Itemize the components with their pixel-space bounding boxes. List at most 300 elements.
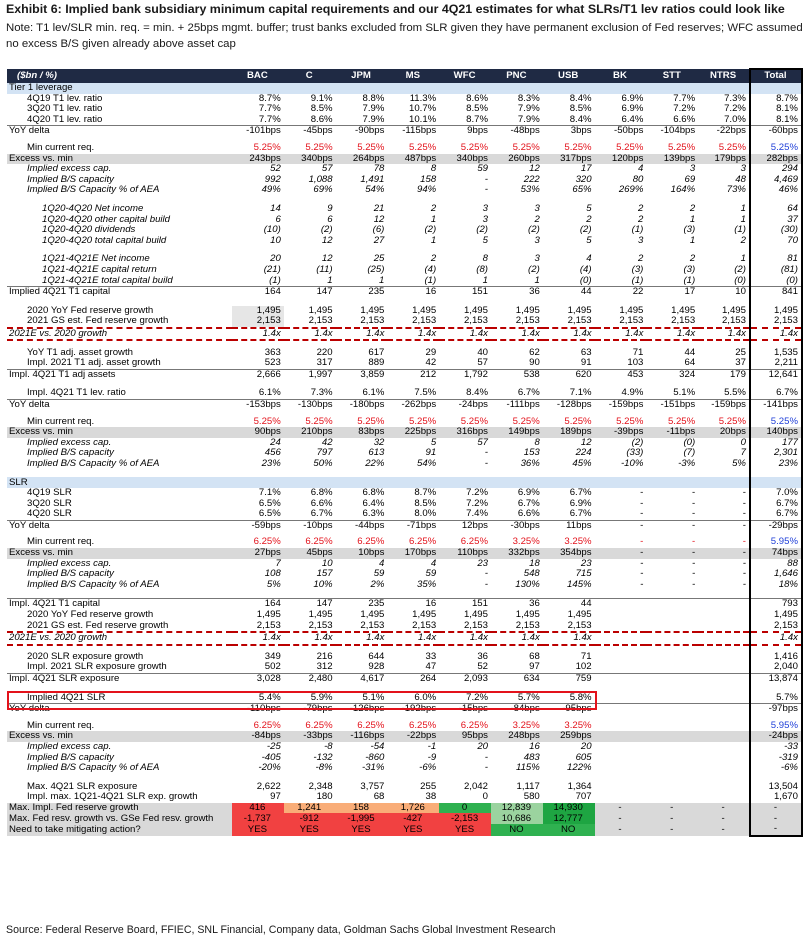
value-cell: -30bps xyxy=(491,520,543,531)
value-cell xyxy=(595,632,647,645)
table-row xyxy=(7,693,802,704)
value-cell: 6.7% xyxy=(569,488,592,499)
value-cell xyxy=(698,782,750,793)
table-row xyxy=(7,306,802,317)
value-cell: 6.25% xyxy=(357,537,385,548)
value-cell xyxy=(439,590,491,599)
table-row xyxy=(7,358,802,369)
value-cell: 12 xyxy=(580,437,592,448)
value-cell xyxy=(646,83,698,94)
row-label: Implied B/S Capacity % of AEA xyxy=(27,763,160,774)
value-cell xyxy=(284,685,336,693)
total-cell xyxy=(750,590,802,599)
table-row xyxy=(7,287,802,298)
value-cell xyxy=(698,380,750,388)
value-cell: 1,495 xyxy=(619,305,644,316)
value-cell: 12,777 xyxy=(543,813,595,824)
value-cell: (10) xyxy=(263,225,281,236)
total-cell xyxy=(750,774,802,782)
value-cell: 6.25% xyxy=(253,720,281,731)
value-cell: 1,495 xyxy=(463,609,488,621)
value-cell: 620 xyxy=(543,369,595,380)
value-cell: 2,153 xyxy=(671,316,696,327)
value-cell: 2 xyxy=(638,214,644,225)
value-cell: -8% xyxy=(315,763,333,774)
value-cell: 50% xyxy=(313,458,333,469)
value-cell xyxy=(698,610,750,621)
value-cell: 644 xyxy=(368,651,385,662)
total-cell: 8.7% xyxy=(750,94,802,105)
value-cell: 7.7% xyxy=(673,93,696,104)
value-cell xyxy=(646,477,698,488)
value-cell xyxy=(387,774,439,782)
value-cell: 797 xyxy=(316,448,333,459)
value-cell: 759 xyxy=(543,673,595,684)
value-cell: 3 xyxy=(689,164,696,175)
value-cell: 147 xyxy=(284,599,336,610)
value-cell: -11bps xyxy=(646,427,698,438)
value-cell xyxy=(284,340,336,347)
value-cell: 5.8% xyxy=(569,692,592,703)
value-cell xyxy=(232,380,284,388)
value-cell xyxy=(595,83,647,94)
value-cell: 6.9% xyxy=(517,488,540,499)
value-cell xyxy=(595,752,647,763)
value-cell: 29 xyxy=(425,347,437,358)
value-cell: 243bps xyxy=(232,154,284,165)
value-cell: - xyxy=(691,537,696,548)
value-cell: -427 xyxy=(387,813,439,824)
value-cell: 1.4x xyxy=(387,328,439,341)
value-cell: (1) xyxy=(631,275,644,286)
value-cell: 180 xyxy=(316,792,333,803)
row-label: Excess vs. min xyxy=(7,548,232,559)
total-cell: (30) xyxy=(750,225,802,236)
header-col-stt: STT xyxy=(646,69,698,83)
value-cell: 6.4% xyxy=(621,114,644,125)
value-cell: 1 xyxy=(379,275,385,286)
table-row xyxy=(7,803,802,814)
value-cell: - xyxy=(484,185,488,196)
value-cell: 14,930 xyxy=(543,803,595,814)
value-cell: 8.3% xyxy=(517,93,540,104)
value-cell xyxy=(646,782,698,793)
value-cell: 1 xyxy=(740,203,746,215)
value-cell: (6) xyxy=(372,225,385,236)
value-cell xyxy=(387,477,439,488)
value-cell: -104bps xyxy=(646,126,698,137)
value-cell: 7.0% xyxy=(724,114,746,125)
value-cell: - xyxy=(640,488,644,499)
value-cell xyxy=(646,380,698,388)
value-cell: - xyxy=(640,509,644,520)
value-cell xyxy=(646,652,698,663)
table-row xyxy=(7,652,802,663)
row-label: Excess vs. min xyxy=(7,427,232,438)
value-cell xyxy=(491,477,543,488)
value-cell: 2 xyxy=(638,203,644,215)
value-cell: 45% xyxy=(572,458,592,469)
value-cell xyxy=(595,590,647,599)
value-cell xyxy=(595,196,647,204)
value-cell xyxy=(698,196,750,204)
total-cell: 177 xyxy=(750,438,802,449)
value-cell: 456 xyxy=(264,448,281,459)
value-cell: YES xyxy=(336,824,388,836)
value-cell xyxy=(284,477,336,488)
value-cell: 1,495 xyxy=(567,609,592,621)
value-cell: 27bps xyxy=(232,548,284,559)
value-cell: 8.5% xyxy=(569,104,592,115)
value-cell: 502 xyxy=(264,662,281,673)
row-label xyxy=(7,380,232,388)
value-cell: 2,480 xyxy=(284,673,336,684)
total-cell: 6.7% xyxy=(750,388,802,399)
value-cell: 5.5% xyxy=(724,388,746,399)
table-row xyxy=(7,459,802,470)
value-cell xyxy=(646,704,698,715)
row-label: 1Q20-4Q20 Net income xyxy=(42,203,144,215)
value-cell: 5 xyxy=(586,235,592,246)
value-cell: -116bps xyxy=(336,731,388,742)
table-row xyxy=(7,645,802,652)
value-cell: 2,153 xyxy=(515,316,540,327)
value-cell: (3) xyxy=(683,264,696,275)
value-cell: -10bps xyxy=(284,520,336,531)
value-cell: 151 xyxy=(439,599,491,610)
value-cell: 1,495 xyxy=(515,609,540,621)
value-cell: - xyxy=(595,813,647,824)
value-cell: 11bps xyxy=(543,520,595,531)
value-cell: 8.7% xyxy=(466,114,488,125)
value-cell: 17 xyxy=(580,164,592,175)
row-label: Min current req. xyxy=(27,720,95,731)
value-cell: 5 xyxy=(430,437,437,448)
value-cell: - xyxy=(595,824,647,836)
row-label: 4Q19 T1 lev. ratio xyxy=(27,93,103,104)
table-row xyxy=(7,824,802,836)
row-label: Min current req. xyxy=(27,537,95,548)
total-cell: 5.95% xyxy=(750,721,802,732)
value-cell: 164 xyxy=(232,287,284,298)
row-label: Implied excess cap. xyxy=(27,558,112,569)
value-cell xyxy=(595,246,647,254)
value-cell: (4) xyxy=(424,264,437,275)
value-cell xyxy=(439,477,491,488)
table-row xyxy=(7,204,802,215)
value-cell: 189bps xyxy=(543,427,595,438)
value-cell: 1,495 xyxy=(256,609,281,621)
value-cell: 264 xyxy=(387,673,439,684)
header-col-total: Total xyxy=(750,69,802,83)
value-cell: 12 xyxy=(321,254,333,265)
value-cell: 122% xyxy=(567,763,592,774)
value-cell xyxy=(595,731,647,742)
value-cell: - xyxy=(742,498,746,509)
value-cell: - xyxy=(691,579,696,590)
value-cell: 7.2% xyxy=(673,104,696,115)
value-cell: (2) xyxy=(734,264,746,275)
value-cell: 62 xyxy=(529,347,540,358)
value-cell xyxy=(284,645,336,652)
value-cell xyxy=(387,380,439,388)
row-label: 2021E vs. 2020 growth xyxy=(7,632,232,645)
value-cell: 212 xyxy=(387,369,439,380)
value-cell: -101bps xyxy=(232,126,284,137)
total-cell: 37 xyxy=(750,215,802,226)
row-label: Impl. 2021 T1 adj. asset growth xyxy=(27,358,161,369)
total-cell: 1,535 xyxy=(750,347,802,358)
row-label: Implied B/S capacity xyxy=(27,174,114,185)
row-label xyxy=(7,469,232,477)
value-cell: 1,241 xyxy=(284,803,336,814)
value-cell: 235 xyxy=(336,599,388,610)
header-col-pnc: PNC xyxy=(491,69,543,83)
value-cell: 59 xyxy=(373,569,385,580)
value-cell: 580 xyxy=(523,792,540,803)
value-cell xyxy=(595,621,647,633)
value-cell: 1 xyxy=(534,275,540,286)
value-cell: 1.4x xyxy=(284,328,336,341)
value-cell xyxy=(646,645,698,652)
value-cell: -126bps xyxy=(336,704,388,715)
value-cell: (2) xyxy=(528,264,540,275)
value-cell: 6.7% xyxy=(517,498,540,509)
value-cell: -6% xyxy=(419,763,437,774)
value-cell: 2 xyxy=(430,254,437,265)
value-cell: -22bps xyxy=(387,731,439,742)
value-cell xyxy=(698,477,750,488)
total-cell: 793 xyxy=(750,599,802,610)
value-cell: 45bps xyxy=(284,548,336,559)
value-cell: 5% xyxy=(266,579,281,590)
value-cell xyxy=(646,246,698,254)
total-cell: 2,153 xyxy=(750,621,802,633)
value-cell: 320 xyxy=(575,174,592,185)
total-cell: 4,469 xyxy=(750,175,802,186)
total-cell xyxy=(750,340,802,347)
total-cell: 1.4x xyxy=(750,632,802,645)
value-cell: (3) xyxy=(683,225,696,236)
row-label xyxy=(7,246,232,254)
value-cell: 179bps xyxy=(698,154,750,165)
value-cell: - xyxy=(742,488,746,499)
value-cell xyxy=(284,83,336,94)
value-cell: 47 xyxy=(425,662,437,673)
value-cell: 20 xyxy=(477,741,488,752)
value-cell: - xyxy=(646,520,698,531)
table-row xyxy=(7,347,802,358)
value-cell: 10.7% xyxy=(408,104,437,115)
value-cell: 52 xyxy=(270,164,281,175)
total-cell: -141bps xyxy=(750,399,802,410)
value-cell: 9bps xyxy=(439,126,491,137)
row-label: Implied B/S Capacity % of AEA xyxy=(27,185,160,196)
value-cell xyxy=(336,298,388,306)
value-cell xyxy=(646,621,698,633)
value-cell: -39bps xyxy=(595,427,647,438)
total-cell xyxy=(750,246,802,254)
value-cell: 52 xyxy=(477,662,488,673)
value-cell xyxy=(387,590,439,599)
value-cell: 6.25% xyxy=(253,537,281,548)
value-cell xyxy=(336,645,388,652)
value-cell: 23 xyxy=(580,558,592,569)
value-cell: 95bps xyxy=(439,731,491,742)
value-cell xyxy=(698,298,750,306)
row-label: YoY delta xyxy=(7,126,232,137)
value-cell: (11) xyxy=(316,264,333,275)
value-cell: -159bps xyxy=(595,399,647,410)
value-cell: -54 xyxy=(370,741,385,752)
total-cell: 88 xyxy=(750,559,802,570)
value-cell xyxy=(646,763,698,774)
value-cell xyxy=(595,673,647,684)
value-cell: 5.25% xyxy=(357,142,385,154)
value-cell: 317 xyxy=(316,358,333,369)
value-cell xyxy=(336,340,388,347)
value-cell: -45bps xyxy=(284,126,336,137)
value-cell: 5.25% xyxy=(564,142,592,154)
value-cell: 634 xyxy=(491,673,543,684)
value-cell: 5.25% xyxy=(460,142,488,154)
table-row xyxy=(7,721,802,732)
value-cell: 63 xyxy=(580,347,592,358)
value-cell: 8.5% xyxy=(310,104,333,115)
value-cell: 91 xyxy=(580,358,592,369)
value-cell: (2) xyxy=(579,225,592,236)
value-cell: 3bps xyxy=(543,126,595,137)
row-label xyxy=(7,645,232,652)
value-cell: 1,495 xyxy=(412,305,437,316)
value-cell: 2,666 xyxy=(232,369,284,380)
value-cell: -159bps xyxy=(698,399,750,410)
value-cell: - xyxy=(484,752,488,763)
value-cell: 7.2% xyxy=(466,498,488,509)
table-row xyxy=(7,580,802,591)
value-cell xyxy=(698,246,750,254)
value-cell xyxy=(439,246,491,254)
value-cell: 37 xyxy=(735,358,746,369)
table-row xyxy=(7,438,802,449)
total-cell: 2,301 xyxy=(750,448,802,459)
value-cell xyxy=(543,380,595,388)
value-cell: 538 xyxy=(491,369,543,380)
value-cell: (0) xyxy=(734,275,746,286)
value-cell xyxy=(646,685,698,693)
value-cell xyxy=(336,590,388,599)
value-cell: 36% xyxy=(520,458,540,469)
value-cell: 2,622 xyxy=(256,781,281,792)
value-cell: 1,726 xyxy=(387,803,439,814)
row-label: Implied B/S Capacity % of AEA xyxy=(27,579,160,590)
value-cell: 6.6% xyxy=(673,114,696,125)
value-cell xyxy=(232,83,284,94)
value-cell: - xyxy=(640,558,644,569)
total-cell: 294 xyxy=(750,164,802,175)
value-cell: - xyxy=(595,803,647,814)
table-row xyxy=(7,448,802,459)
value-cell: -2,153 xyxy=(439,813,491,824)
row-label: Implied B/S capacity xyxy=(27,448,114,459)
value-cell: 7.3% xyxy=(724,93,746,104)
value-cell xyxy=(698,704,750,715)
value-cell: (4) xyxy=(579,264,592,275)
table-row xyxy=(7,126,802,137)
value-cell: 120bps xyxy=(595,154,647,165)
table-row xyxy=(7,380,802,388)
row-label: Impl. 4Q21 SLR exposure xyxy=(7,673,232,684)
row-label: 4Q20 SLR xyxy=(27,509,72,520)
value-cell: 40 xyxy=(477,347,488,358)
table-row xyxy=(7,537,802,548)
value-cell: (21) xyxy=(263,264,281,275)
value-cell xyxy=(232,340,284,347)
value-cell xyxy=(387,83,439,94)
value-cell xyxy=(698,645,750,652)
total-cell: 5.7% xyxy=(750,693,802,704)
value-cell: 2,093 xyxy=(439,673,491,684)
value-cell: 42 xyxy=(425,358,437,369)
row-label: YoY delta xyxy=(7,520,232,531)
value-cell: - xyxy=(698,803,750,814)
total-cell: 81 xyxy=(750,254,802,265)
value-cell: 65% xyxy=(572,185,592,196)
value-cell xyxy=(439,685,491,693)
value-cell: 3.25% xyxy=(564,720,592,731)
value-cell: 6 xyxy=(275,214,281,225)
value-cell: 69 xyxy=(684,174,696,185)
value-cell: (2) xyxy=(320,225,333,236)
value-cell xyxy=(698,742,750,753)
value-cell xyxy=(232,685,284,693)
value-cell: 3 xyxy=(534,203,540,215)
total-cell: 841 xyxy=(750,287,802,298)
value-cell: 8 xyxy=(430,164,437,175)
value-cell: 1,495 xyxy=(412,609,437,621)
total-cell: 5.25% xyxy=(750,416,802,427)
value-cell: 8 xyxy=(534,437,540,448)
value-cell: 23% xyxy=(261,458,281,469)
table-header-row xyxy=(7,69,802,83)
value-cell: 210bps xyxy=(284,427,336,438)
table-row xyxy=(7,813,802,824)
value-cell: 216 xyxy=(316,651,333,662)
value-cell xyxy=(232,645,284,652)
value-cell: -20% xyxy=(258,763,281,774)
table-row xyxy=(7,265,802,276)
total-cell: 74bps xyxy=(750,548,802,559)
row-label: YoY T1 adj. asset growth xyxy=(27,347,133,358)
value-cell: -84bps xyxy=(232,731,284,742)
value-cell: 97 xyxy=(270,792,281,803)
row-label: Need to take mitigating action? xyxy=(7,824,232,836)
value-cell: 617 xyxy=(368,347,385,358)
value-cell: -33bps xyxy=(284,731,336,742)
value-cell: 94% xyxy=(416,185,437,196)
value-cell: 32 xyxy=(373,437,385,448)
value-cell: 6.5% xyxy=(258,509,281,520)
value-cell: 5.25% xyxy=(253,416,281,427)
value-cell: 149bps xyxy=(491,427,543,438)
value-cell: 103 xyxy=(627,358,644,369)
value-cell xyxy=(284,246,336,254)
value-cell: 2,153 xyxy=(567,620,592,631)
value-cell: - xyxy=(640,579,644,590)
table-row xyxy=(7,246,802,254)
value-cell xyxy=(336,83,388,94)
value-cell: 2,153 xyxy=(308,316,333,327)
